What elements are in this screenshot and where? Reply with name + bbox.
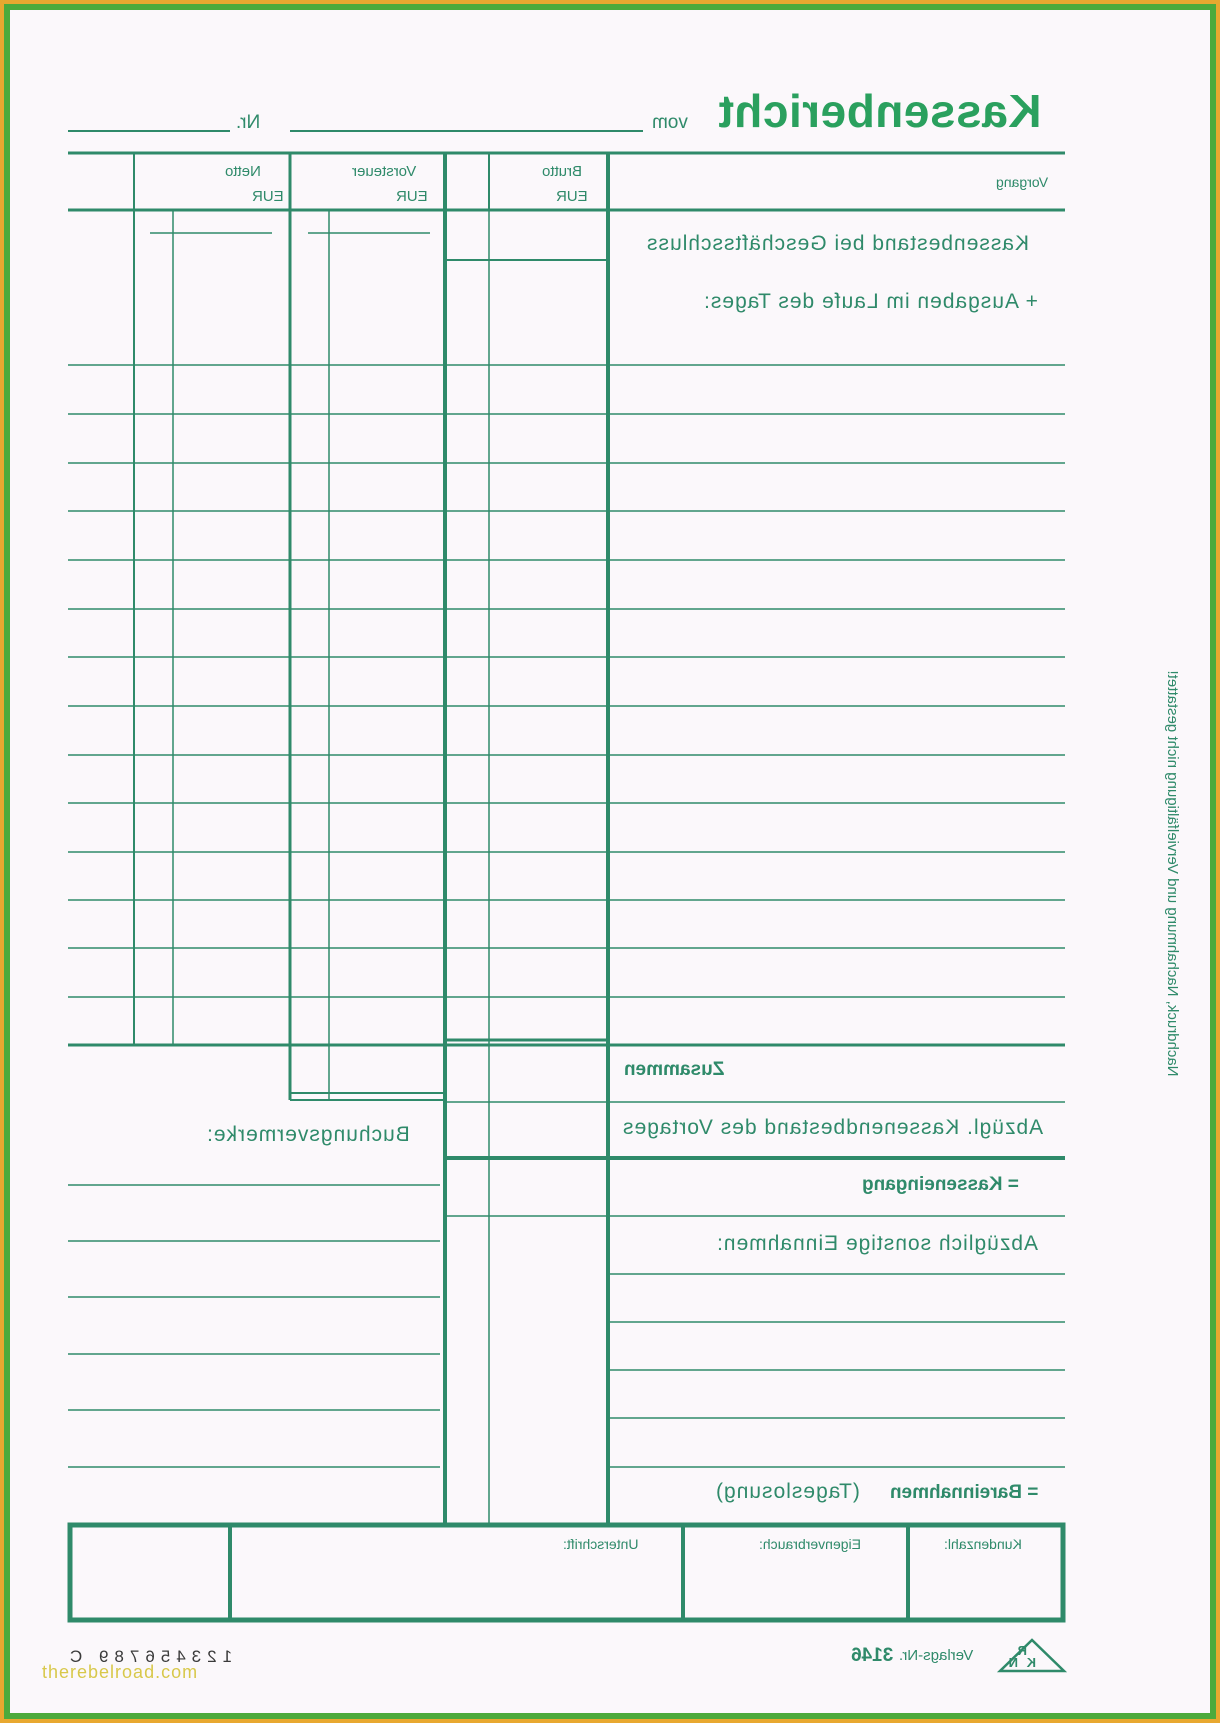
svg-text:K: K	[1026, 1655, 1036, 1670]
side-copyright-note: Nachdruck, Nachahmung und Vervielfältigung nicht gestattet!	[1164, 670, 1181, 1077]
col-header-vorsteuer-unit: EUR	[396, 188, 428, 205]
buchungsvermerke-label: Buchungsvermerke:	[206, 1123, 410, 1146]
nr-label: Nr.	[236, 112, 261, 133]
vom-label: vom	[652, 112, 688, 133]
row-zusammen: Zusammen	[624, 1059, 725, 1080]
watermark: therebelroad.com	[42, 1662, 199, 1682]
footer-eigenverbrauch-label: Eigenverbrauch:	[759, 1536, 861, 1552]
footer-unterschrift-label: Unterschrift:	[563, 1536, 639, 1552]
row-abzueglich-einnahmen: Abzüglich sonstige Einnahmen:	[716, 1232, 1039, 1255]
row-ausgaben: + Ausgaben im Laufe des Tages:	[703, 290, 1038, 313]
form-title: Kassenbericht	[718, 85, 1042, 137]
footer-kundenzahl-label: Kundenzahl:	[944, 1536, 1022, 1552]
col-header-brutto: Brutto	[542, 163, 583, 180]
row-bareinnahmen-rest: (Tageslosung)	[715, 1480, 860, 1503]
row-kassenbestand: Kassenbestand bei Geschäftsschluss	[646, 232, 1030, 255]
row-abzueglich-kassenendbestand: Abzügl. Kassenendbestand des Vortages	[622, 1116, 1044, 1139]
row-kasseneingang: = Kasseneingang	[862, 1174, 1019, 1195]
verlags-nr: 3146	[851, 1645, 894, 1666]
col-header-brutto-unit: EUR	[556, 188, 588, 205]
col-header-netto: Netto	[225, 163, 261, 180]
svg-text:R: R	[1017, 1643, 1027, 1658]
svg-text:N: N	[1008, 1655, 1018, 1670]
verlags-label: Verlags-Nr.	[899, 1647, 974, 1664]
row-bareinnahmen-bold: = Bareinnahmen	[890, 1482, 1039, 1503]
col-header-vorsteuer: Vorsteuer	[352, 163, 417, 180]
col-header-vorgang: Vorgang	[996, 174, 1049, 190]
col-header-netto-unit: EUR	[252, 188, 284, 205]
serial-number: 123456789 C	[64, 1647, 233, 1666]
